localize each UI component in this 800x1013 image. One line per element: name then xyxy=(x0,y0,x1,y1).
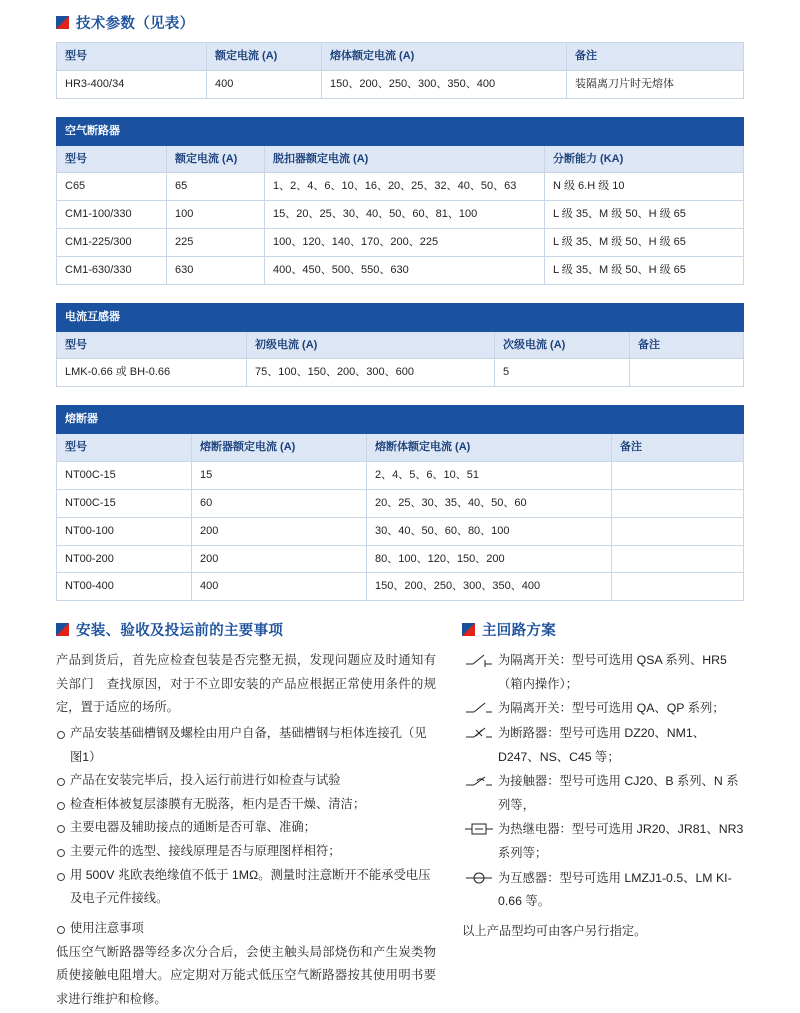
col-header: 熔体额定电流 (A) xyxy=(322,43,567,71)
install-paragraph: 产品到货后，首先应检查包装是否完整无损，发现问题应及时通知有关部门 查找原因，对于不立即安装的产品应根据正常使用条件的规定，置于适应的场所。 xyxy=(56,653,436,715)
table-row xyxy=(57,256,744,284)
cell: 630 xyxy=(167,256,265,284)
cell: CM1-100/330 xyxy=(57,201,167,229)
table-header-row xyxy=(57,145,744,173)
col-header: 额定电流 (A) xyxy=(167,145,265,173)
cell: 400、450、500、550、630 xyxy=(265,256,545,284)
cell: 15、20、25、30、40、50、60、81、100 xyxy=(265,201,545,229)
table-fuse xyxy=(56,405,744,601)
table-row xyxy=(57,545,744,573)
cell: 225 xyxy=(167,229,265,257)
circuit-symbol-list xyxy=(462,649,744,914)
cell xyxy=(612,573,744,601)
list-item: 产品安装基础槽钢及螺栓由用户自备，基础槽钢与柜体连接孔（见图1） xyxy=(56,722,436,769)
current-transformer-icon xyxy=(462,867,496,889)
cell: NT00-100 xyxy=(57,517,192,545)
cell: 30、40、50、60、80、100 xyxy=(367,517,612,545)
col-header: 初级电流 (A) xyxy=(247,331,495,359)
cell: 150、200、250、300、350、400 xyxy=(367,573,612,601)
cell: 65 xyxy=(167,173,265,201)
contactor-icon xyxy=(462,770,496,792)
cell: 15 xyxy=(192,461,367,489)
table-knife-switch xyxy=(56,42,744,99)
cell xyxy=(612,489,744,517)
flag-icon xyxy=(56,623,69,636)
cell: 400 xyxy=(207,70,322,98)
cell xyxy=(612,461,744,489)
cell: NT00-400 xyxy=(57,573,192,601)
cell: 200 xyxy=(192,545,367,573)
table-current-transformer xyxy=(56,303,744,388)
list-item xyxy=(462,722,744,769)
table-row xyxy=(57,173,744,201)
cell xyxy=(612,517,744,545)
col-header: 备注 xyxy=(630,331,744,359)
section-header-circuit xyxy=(462,619,744,640)
list-item: 用 500V 兆欧表绝缘值不低于 1MΩ。测量时注意断开不能承受电压及电子元件接线。 xyxy=(56,864,436,911)
circuit-column xyxy=(462,619,744,1013)
table-row xyxy=(57,201,744,229)
symbol-label: 为互感器：型号可选用 LMZJ1-0.5、LM KI-0.66 等。 xyxy=(498,870,732,909)
group-label: 空气断路器 xyxy=(57,117,744,145)
flag-icon xyxy=(462,623,475,636)
col-header: 次级电流 (A) xyxy=(495,331,630,359)
symbol-label: 为断路器：型号可选用 DZ20、NM1、D247、NS、C45 等； xyxy=(498,726,706,764)
cell: L 级 35、M 级 50、H 级 65 xyxy=(545,229,744,257)
group-label: 电流互感器 xyxy=(57,303,744,331)
list-item xyxy=(462,818,744,865)
col-header: 备注 xyxy=(612,434,744,462)
list-item xyxy=(462,649,744,696)
table-row xyxy=(57,359,744,387)
table-row xyxy=(57,573,744,601)
cell: 80、100、120、150、200 xyxy=(367,545,612,573)
table-row xyxy=(57,489,744,517)
cell: 200 xyxy=(192,517,367,545)
section-header-install xyxy=(56,619,436,640)
section-title-circuit: 主回路方案 xyxy=(482,623,556,640)
table-group-row xyxy=(57,406,744,434)
col-header: 脱扣器额定电流 (A) xyxy=(265,145,545,173)
table-row xyxy=(57,461,744,489)
cell xyxy=(612,545,744,573)
thermal-relay-icon xyxy=(462,818,496,840)
cell: NT00C-15 xyxy=(57,461,192,489)
list-item: 主要电器及辅助接点的通断是否可靠、准确； xyxy=(56,816,436,840)
cell: 5 xyxy=(495,359,630,387)
cell: N 级 6.H 级 10 xyxy=(545,173,744,201)
section-title-specs: 技术参数（见表） xyxy=(76,16,195,32)
col-header: 备注 xyxy=(567,43,744,71)
circuit-closing-note: 以上产品型均可由客户另行指定。 xyxy=(462,923,647,938)
cell xyxy=(630,359,744,387)
cell: NT00-200 xyxy=(57,545,192,573)
cell: 装隔离刀片时无熔体 xyxy=(567,70,744,98)
notes-title: 使用注意事项 xyxy=(56,917,436,941)
cell: 100、120、140、170、200、225 xyxy=(265,229,545,257)
col-header: 型号 xyxy=(57,43,207,71)
list-item: 主要元件的选型、接线原理是否与原理图样相符； xyxy=(56,840,436,864)
table-header-row xyxy=(57,331,744,359)
bottom-columns xyxy=(56,619,744,1013)
col-header: 额定电流 (A) xyxy=(207,43,322,71)
list-item: 检查柜体被复层漆膜有无脱落，柜内是否干燥、清洁； xyxy=(56,793,436,817)
list-item xyxy=(462,867,744,914)
cell: CM1-225/300 xyxy=(57,229,167,257)
cell: HR3-400/34 xyxy=(57,70,207,98)
cell: NT00C-15 xyxy=(57,489,192,517)
col-header: 分断能力 (KA) xyxy=(545,145,744,173)
cell: 400 xyxy=(192,573,367,601)
symbol-label: 为隔离开关：型号可选用 QSA 系列、HR5（箱内操作）； xyxy=(498,653,727,691)
table-row xyxy=(57,517,744,545)
install-column xyxy=(56,619,436,1013)
table-header-row xyxy=(57,43,744,71)
cell: 20、25、30、35、40、50、60 xyxy=(367,489,612,517)
table-group-row xyxy=(57,303,744,331)
section-title-install: 安装、验收及投运前的主要事项 xyxy=(76,623,284,640)
section-header-specs xyxy=(56,12,744,33)
flag-icon xyxy=(56,16,69,29)
cell: 100 xyxy=(167,201,265,229)
install-list xyxy=(56,722,436,911)
col-header: 型号 xyxy=(57,434,192,462)
cell: L 级 35、M 级 50、H 级 65 xyxy=(545,256,744,284)
isolating-switch-qa-icon xyxy=(462,697,496,719)
group-label: 熔断器 xyxy=(57,406,744,434)
cell: LMK-0.66 或 BH-0.66 xyxy=(57,359,247,387)
cell: 75、100、150、200、300、600 xyxy=(247,359,495,387)
col-header: 熔断体额定电流 (A) xyxy=(367,434,612,462)
symbol-label: 为接触器：型号可选用 CJ20、B 系列、N 系列等， xyxy=(498,774,739,812)
table-air-circuit-breaker xyxy=(56,117,744,285)
symbol-label: 为热继电器：型号可选用 JR20、JR81、NR3 系列等； xyxy=(498,822,744,861)
circuit-breaker-icon xyxy=(462,722,496,744)
table-group-row xyxy=(57,117,744,145)
cell: 60 xyxy=(192,489,367,517)
cell: 1、2、4、6、10、16、20、25、32、40、50、63 xyxy=(265,173,545,201)
col-header: 型号 xyxy=(57,145,167,173)
table-header-row xyxy=(57,434,744,462)
list-item xyxy=(462,697,744,721)
isolating-switch-hr-icon xyxy=(462,649,496,671)
table-row xyxy=(57,70,744,98)
col-header: 熔断器额定电流 (A) xyxy=(192,434,367,462)
list-item: 产品在安装完毕后，投入运行前进行如检查与试验 xyxy=(56,769,436,793)
symbol-label: 为隔离开关：型号可选用 QA、QP 系列； xyxy=(498,701,725,716)
col-header: 型号 xyxy=(57,331,247,359)
notes-text: 低压空气断路器等经多次分合后，会使主触头局部烧伤和产生炭类物质使接触电阻增大。应定期对万能式低压空气断路器按其使用明书要求进行维护和检修。 xyxy=(56,944,436,1006)
cell: L 级 35、M 级 50、H 级 65 xyxy=(545,201,744,229)
cell: CM1-630/330 xyxy=(57,256,167,284)
table-row xyxy=(57,229,744,257)
cell: C65 xyxy=(57,173,167,201)
cell: 2、4、5、6、10、51 xyxy=(367,461,612,489)
list-item xyxy=(462,770,744,817)
cell: 150、200、250、300、350、400 xyxy=(322,70,567,98)
